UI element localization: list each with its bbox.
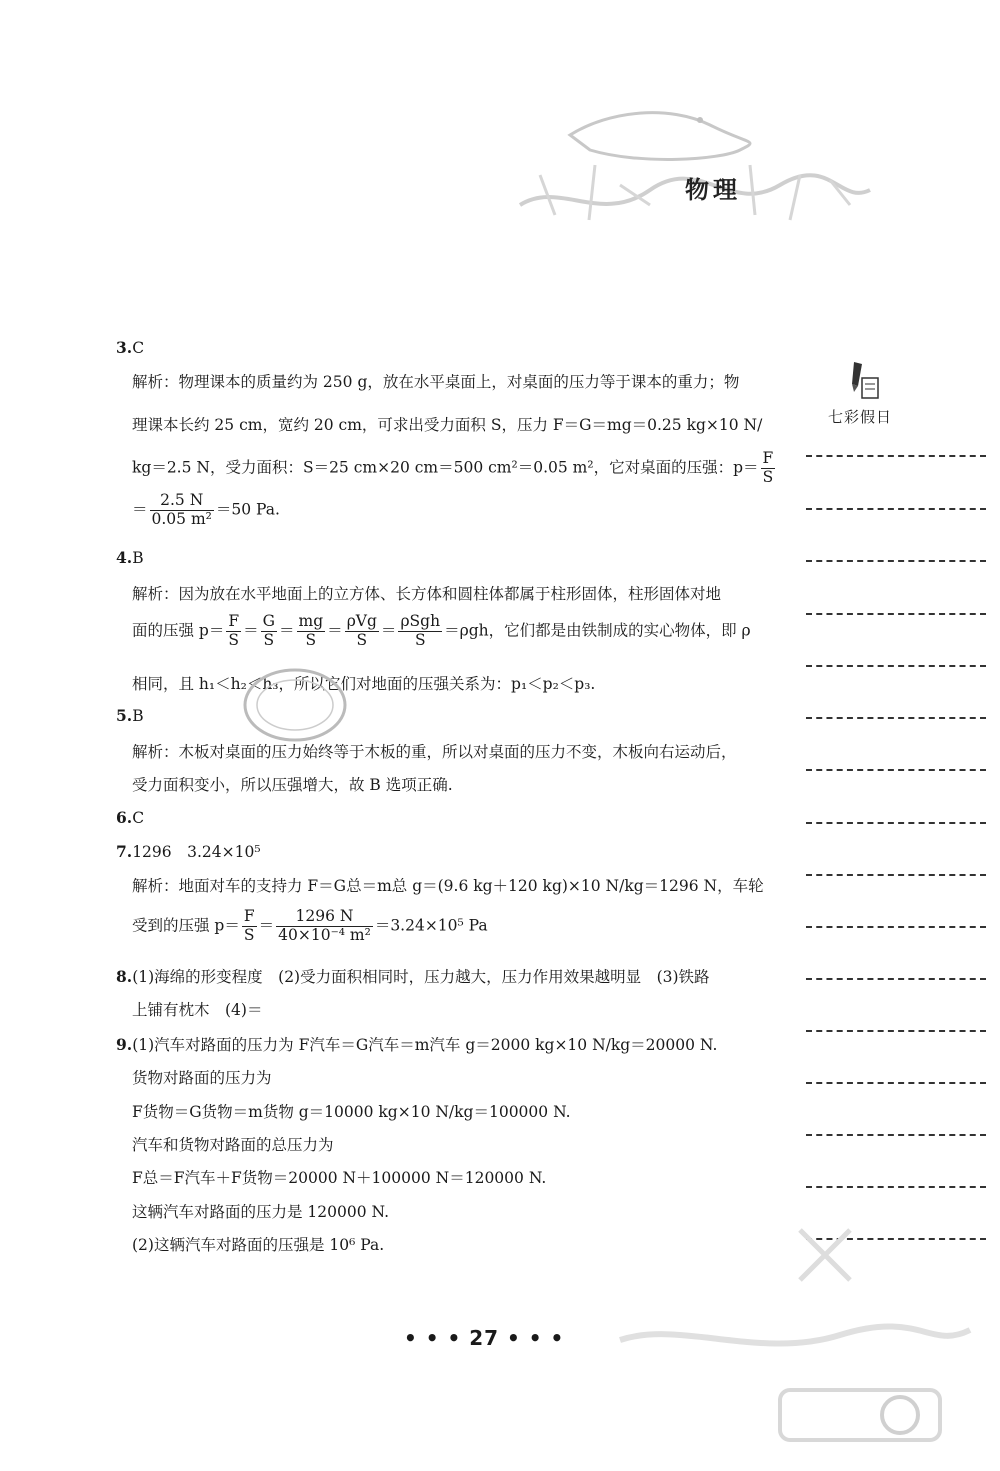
denominator: S bbox=[414, 630, 426, 649]
q9-text-1: (1)汽车对路面的压力为 F汽车＝G汽车＝m汽车 g＝2000 kg×10 N/kg＝20000 N. bbox=[132, 1036, 718, 1054]
q5-line-1: 解析：木板对桌面的压力始终等于木板的重，所以对桌面的压力不变，木板向右运动后， bbox=[132, 743, 737, 761]
q9-line-3: F货物＝G货物＝m货物 g＝10000 kg×10 N/kg＝100000 N. bbox=[132, 1103, 571, 1121]
question-4-header bbox=[116, 548, 144, 567]
q3-line-1: 解析：物理课本的质量约为 250 g，放在水平桌面上，对桌面的压力等于课本的重力；物 bbox=[132, 373, 740, 391]
question-number: 6. bbox=[116, 808, 133, 827]
note-line bbox=[806, 1082, 986, 1084]
q4-line-3: 相同，且 h₁＜h₂＜h₃，所以它们对地面的压强关系为：p₁＜p₂＜p₃. bbox=[132, 675, 596, 693]
q5-line-2: 受力面积变小，所以压强增大，故 B 选项正确. bbox=[132, 776, 453, 794]
numerator: 1296 N bbox=[276, 908, 373, 927]
denominator: 0.05 m² bbox=[151, 509, 212, 528]
fraction bbox=[761, 450, 776, 487]
note-line bbox=[806, 926, 986, 928]
formula-tail: ＝ρgh，它们都是由铁制成的实心物体，即 ρ bbox=[444, 621, 751, 640]
ink-stamp bbox=[240, 665, 350, 745]
formula-head: 受到的压强 p＝ bbox=[132, 916, 240, 935]
site-watermark bbox=[600, 1220, 990, 1465]
note-line bbox=[806, 769, 986, 771]
numerator: 2.5 N bbox=[150, 492, 214, 511]
note-line bbox=[806, 874, 986, 876]
note-line bbox=[806, 1030, 986, 1032]
sidebar-title: 七彩假日 bbox=[828, 408, 893, 426]
equals-sign: ＝ bbox=[132, 500, 148, 519]
answer: 1296 3.24×10⁵ bbox=[132, 843, 261, 861]
denominator: S bbox=[305, 630, 317, 649]
subject-title: 物理 bbox=[685, 176, 741, 204]
q8-text-1: (1)海绵的形变程度 (2)受力面积相同时，压力越大，压力作用效果越明显 (3)铁路 bbox=[132, 968, 710, 986]
question-number: 7. bbox=[116, 842, 133, 861]
denominator: S bbox=[228, 630, 240, 649]
denominator: S bbox=[762, 467, 774, 486]
fraction bbox=[226, 613, 241, 650]
fraction bbox=[297, 613, 326, 650]
fraction bbox=[150, 492, 214, 529]
numerator: ρVg bbox=[346, 612, 377, 630]
question-number: 9. bbox=[116, 1035, 133, 1054]
q9-line-4: 汽车和货物对路面的总压力为 bbox=[132, 1136, 334, 1154]
question-number: 5. bbox=[116, 706, 133, 725]
answer: C bbox=[132, 809, 145, 827]
note-line bbox=[806, 665, 986, 667]
q3-line-2: 理课本长约 25 cm，宽约 20 cm，可求出受力面积 S，压力 F＝G＝mg＝0.25 kg×10 N/ bbox=[132, 416, 763, 434]
q4-line-1: 解析：因为放在水平地面上的立方体、长方体和圆柱体都属于柱形固体，柱形固体对地 bbox=[132, 585, 722, 603]
numerator: F bbox=[228, 612, 240, 630]
q7-line-1: 解析：地面对车的支持力 F＝G总＝m总 g＝(9.6 kg＋120 kg)×10 N/kg＝1296 N，车轮 bbox=[132, 877, 764, 895]
denominator: S bbox=[356, 630, 368, 649]
header-decoration bbox=[500, 95, 880, 235]
fraction bbox=[261, 613, 277, 650]
numerator: G bbox=[262, 612, 276, 630]
question-number: 4. bbox=[116, 548, 133, 567]
question-9-line-1 bbox=[116, 1033, 717, 1055]
numerator: F bbox=[762, 449, 774, 467]
note-line bbox=[806, 1186, 986, 1188]
question-6-header bbox=[116, 808, 144, 827]
answer: B bbox=[132, 707, 144, 725]
result: ＝50 Pa. bbox=[215, 500, 280, 519]
answer: C bbox=[132, 339, 145, 357]
fraction bbox=[276, 908, 373, 945]
q9-line-7: (2)这辆汽车对路面的压强是 10⁶ Pa. bbox=[132, 1236, 385, 1254]
q9-line-2: 货物对路面的压力为 bbox=[132, 1069, 272, 1087]
note-line bbox=[806, 613, 986, 615]
fraction bbox=[345, 613, 379, 650]
question-8-line-1 bbox=[116, 965, 710, 987]
formula-head: 面的压强 p＝ bbox=[132, 621, 225, 640]
note-line bbox=[806, 1134, 986, 1136]
denominator: 40×10⁻⁴ m² bbox=[278, 925, 371, 944]
question-number: 3. bbox=[116, 338, 133, 357]
q8-line-2: 上铺有枕木 (4)＝ bbox=[132, 1001, 263, 1019]
note-line bbox=[806, 560, 986, 562]
denominator: S bbox=[263, 630, 275, 649]
q7-line-2: 受到的压强 p＝ $\frac{F}{S}$ ＝ $\frac{1296 N}{\text{40×10⁻⁴ m²}}$ ＝3.24×10⁵ Pa bbox=[132, 907, 488, 944]
q3-line-3 bbox=[132, 450, 777, 487]
fraction bbox=[398, 613, 442, 650]
q3-line-4 bbox=[132, 492, 280, 529]
q3-line-3-text: kg＝2.5 N，受力面积：S＝25 cm×20 cm＝500 cm²＝0.05 m²，它对桌面的压强：p＝ bbox=[132, 458, 759, 477]
note-line bbox=[806, 508, 986, 510]
note-line bbox=[806, 978, 986, 980]
pen-icon bbox=[848, 360, 880, 402]
q4-line-2: 面的压强 p＝ $\frac{F}{S}$ ＝ $\frac{G}{S}$ ＝ $\frac{mg}{S}$ ＝ $\frac{\text{ρVg}}{S}$ ＝ $\frac{\text{ρSgh}}{S}$ ＝ρgh，它们都是由铁制成的实心物体，即 ρ bbox=[132, 612, 751, 649]
numerator: ρSgh bbox=[400, 612, 441, 630]
note-line bbox=[806, 822, 986, 824]
note-line bbox=[806, 717, 986, 719]
q9-line-6: 这辆汽车对路面的压力是 120000 N. bbox=[132, 1203, 390, 1221]
note-line bbox=[806, 455, 986, 457]
formula-tail: ＝3.24×10⁵ Pa bbox=[374, 916, 488, 935]
question-5-header bbox=[116, 706, 144, 725]
fraction bbox=[242, 908, 257, 945]
answer: B bbox=[132, 549, 144, 567]
question-3-header bbox=[116, 338, 144, 357]
numerator: F bbox=[243, 907, 255, 925]
denominator: S bbox=[243, 925, 255, 944]
q9-line-5: F总＝F汽车＋F货物＝20000 N＋100000 N＝120000 N. bbox=[132, 1169, 547, 1187]
question-number: 8. bbox=[116, 967, 133, 986]
question-7-header bbox=[116, 840, 261, 862]
page-number: • • • 27 • • • bbox=[404, 1326, 565, 1350]
numerator: mg bbox=[298, 612, 324, 630]
